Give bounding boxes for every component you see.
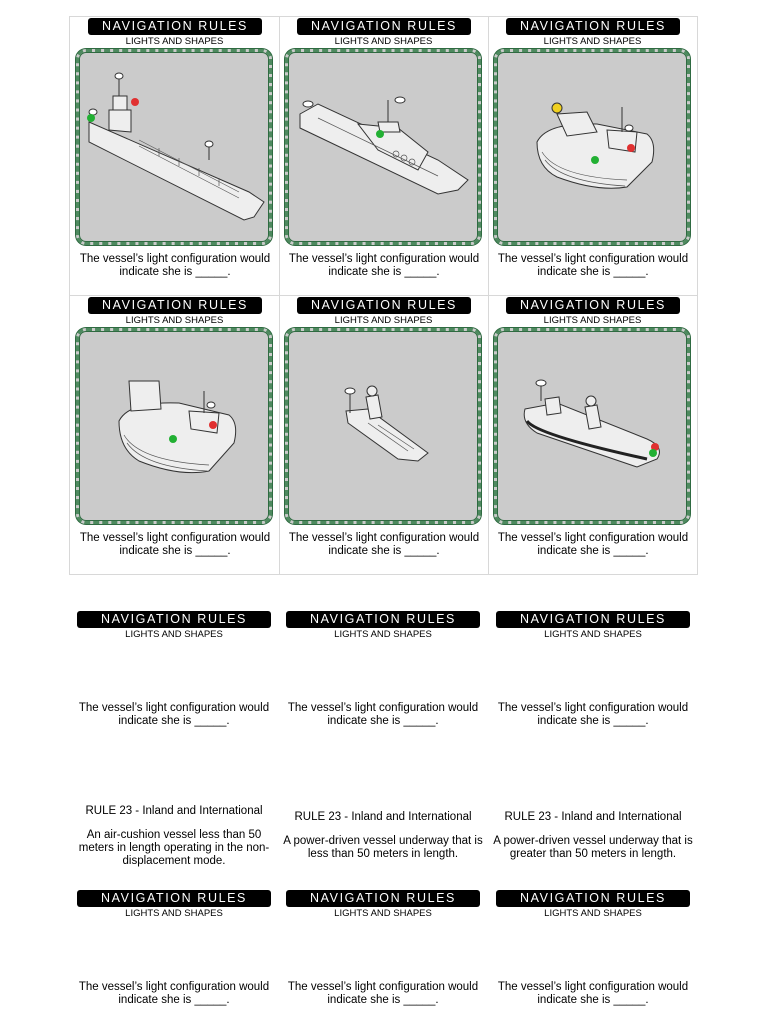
flashcard bbox=[279, 17, 489, 296]
card-question bbox=[496, 253, 690, 279]
answer-line: meters in length operating in the non- bbox=[78, 842, 270, 854]
card-banner: NAVIGATION RULES bbox=[506, 18, 680, 35]
card-banner: NAVIGATION RULES bbox=[286, 890, 480, 907]
illustration-frame bbox=[494, 49, 690, 245]
red-light-icon bbox=[627, 144, 635, 152]
question-line: indicate she is _____. bbox=[119, 266, 231, 278]
question-line: indicate she is _____. bbox=[537, 545, 649, 557]
card-subtitle: LIGHTS AND SHAPES bbox=[543, 36, 642, 47]
answer-line: A power-driven vessel underway that is bbox=[283, 835, 483, 847]
card-banner: NAVIGATION RULES bbox=[88, 297, 262, 314]
green-light-icon bbox=[87, 114, 95, 122]
green-light-icon bbox=[591, 156, 599, 164]
card-question bbox=[287, 253, 481, 279]
white-light-icon bbox=[207, 402, 215, 408]
flashcard bbox=[69, 890, 279, 1020]
question-line: The vessel’s light configuration would bbox=[287, 702, 479, 714]
answer-block bbox=[69, 805, 279, 868]
card-subtitle: LIGHTS AND SHAPES bbox=[334, 629, 432, 640]
card-subtitle: LIGHTS AND SHAPES bbox=[544, 629, 642, 640]
tanker-ship-icon bbox=[79, 52, 269, 242]
answer-line: less than 50 meters in length. bbox=[307, 848, 459, 860]
illustration-frame bbox=[76, 328, 272, 524]
card-question bbox=[77, 981, 271, 1007]
question-line: The vessel’s light configuration would bbox=[79, 253, 271, 265]
question-line: indicate she is _____. bbox=[537, 266, 649, 278]
card-question bbox=[496, 702, 690, 728]
question-line: The vessel’s light configuration would bbox=[497, 981, 689, 993]
card-subtitle: LIGHTS AND SHAPES bbox=[334, 315, 433, 326]
card-question bbox=[286, 981, 480, 1007]
white-light-icon bbox=[345, 388, 355, 394]
answer-line: An air-cushion vessel less than 50 bbox=[86, 829, 262, 841]
question-line: indicate she is _____. bbox=[537, 994, 649, 1006]
illustration-frame bbox=[285, 328, 481, 524]
rule-title: RULE 23 - Inland and International bbox=[504, 811, 682, 823]
card-question bbox=[496, 981, 690, 1007]
white-light-icon bbox=[625, 125, 633, 131]
question-line: indicate she is _____. bbox=[118, 715, 230, 727]
card-banner: NAVIGATION RULES bbox=[88, 18, 262, 35]
hovercraft-icon bbox=[79, 331, 269, 521]
card-subtitle: LIGHTS AND SHAPES bbox=[125, 315, 224, 326]
rule-title: RULE 23 - Inland and International bbox=[85, 805, 263, 817]
green-light-icon bbox=[169, 435, 177, 443]
white-light-icon bbox=[303, 101, 313, 107]
card-subtitle: LIGHTS AND SHAPES bbox=[125, 629, 223, 640]
white-light-icon bbox=[536, 380, 546, 386]
card-banner: NAVIGATION RULES bbox=[77, 611, 271, 628]
question-line: The vessel’s light configuration would bbox=[78, 702, 270, 714]
question-line: The vessel’s light configuration would bbox=[288, 532, 480, 544]
answer-block bbox=[488, 811, 698, 861]
red-light-icon bbox=[131, 98, 139, 106]
card-subtitle: LIGHTS AND SHAPES bbox=[125, 36, 224, 47]
rule-title: RULE 23 - Inland and International bbox=[294, 811, 472, 823]
white-light-icon bbox=[205, 141, 213, 147]
illustration-frame bbox=[494, 328, 690, 524]
card-question bbox=[286, 702, 480, 728]
yellow-light-icon bbox=[552, 103, 562, 113]
flashcard bbox=[279, 296, 489, 575]
question-line: The vessel’s light configuration would bbox=[497, 532, 689, 544]
question-line: indicate she is _____. bbox=[328, 266, 440, 278]
question-line: indicate she is _____. bbox=[118, 994, 230, 1006]
question-line: The vessel’s light configuration would bbox=[288, 253, 480, 265]
flashcard bbox=[488, 17, 698, 296]
card-banner: NAVIGATION RULES bbox=[506, 297, 680, 314]
white-light-icon bbox=[115, 73, 123, 79]
card-banner: NAVIGATION RULES bbox=[496, 611, 690, 628]
question-line: indicate she is _____. bbox=[119, 545, 231, 557]
power-vessel-icon bbox=[288, 52, 478, 242]
red-light-icon bbox=[209, 421, 217, 429]
inflatable-boat-icon bbox=[497, 331, 687, 521]
card-subtitle: LIGHTS AND SHAPES bbox=[125, 908, 223, 919]
small-boat-icon bbox=[288, 331, 478, 521]
card-banner: NAVIGATION RULES bbox=[297, 18, 471, 35]
flashcard bbox=[488, 611, 698, 741]
green-light-icon bbox=[376, 130, 384, 138]
white-light-icon bbox=[395, 97, 405, 103]
question-line: indicate she is _____. bbox=[537, 715, 649, 727]
question-line: The vessel’s light configuration would bbox=[497, 702, 689, 714]
card-banner: NAVIGATION RULES bbox=[77, 890, 271, 907]
question-line: The vessel’s light configuration would bbox=[78, 981, 270, 993]
question-line: The vessel’s light configuration would bbox=[287, 981, 479, 993]
flashcard bbox=[70, 17, 280, 296]
card-banner: NAVIGATION RULES bbox=[496, 890, 690, 907]
card-subtitle: LIGHTS AND SHAPES bbox=[543, 315, 642, 326]
flashcard bbox=[278, 611, 488, 741]
flashcard bbox=[69, 611, 279, 741]
card-subtitle: LIGHTS AND SHAPES bbox=[544, 908, 642, 919]
card-subtitle: LIGHTS AND SHAPES bbox=[334, 908, 432, 919]
flashcard bbox=[488, 296, 698, 575]
illustration-frame bbox=[76, 49, 272, 245]
card-banner: NAVIGATION RULES bbox=[286, 611, 480, 628]
answer-block bbox=[278, 811, 488, 861]
green-light-icon bbox=[649, 449, 657, 457]
question-line: indicate she is _____. bbox=[327, 715, 439, 727]
card-banner: NAVIGATION RULES bbox=[297, 297, 471, 314]
question-line: The vessel’s light configuration would bbox=[497, 253, 689, 265]
illustration-frame bbox=[285, 49, 481, 245]
question-line: indicate she is _____. bbox=[328, 545, 440, 557]
answer-line: A power-driven vessel underway that is bbox=[493, 835, 693, 847]
card-question bbox=[287, 532, 481, 558]
hovercraft-icon bbox=[497, 52, 687, 242]
flashcard bbox=[278, 890, 488, 1020]
card-question bbox=[78, 532, 272, 558]
answer-line: greater than 50 meters in length. bbox=[509, 848, 677, 860]
card-subtitle: LIGHTS AND SHAPES bbox=[334, 36, 433, 47]
question-line: The vessel’s light configuration would bbox=[79, 532, 271, 544]
flashcard bbox=[70, 296, 280, 575]
answer-line: displacement mode. bbox=[122, 855, 226, 867]
card-grid bbox=[69, 16, 698, 575]
card-question bbox=[496, 532, 690, 558]
card-question bbox=[78, 253, 272, 279]
card-question bbox=[77, 702, 271, 728]
flashcard bbox=[488, 890, 698, 1020]
question-line: indicate she is _____. bbox=[327, 994, 439, 1006]
